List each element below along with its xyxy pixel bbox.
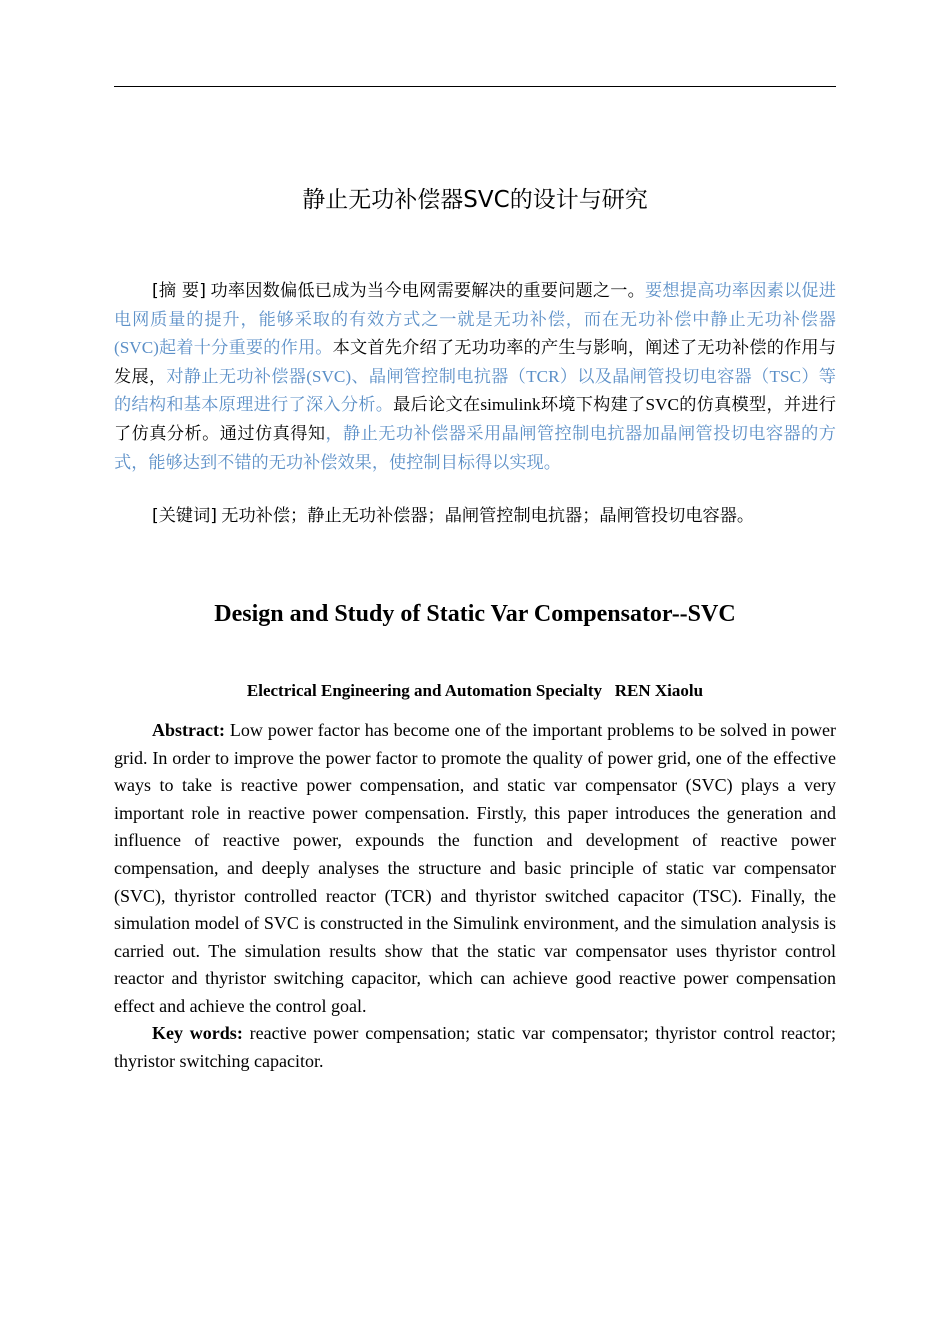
chinese-abstract-segment-1: 功率因数偏低已成为当今电网需要解决的重要问题之一。 [206,281,646,300]
english-abstract-label: Abstract: [152,720,225,740]
chinese-abstract-segment-3: 本文首先介绍了无功功率的产生与影响，阐述了无功补偿的作用与发展， [114,338,836,386]
chinese-abstract-highlight-1: 要想提高功率因素以促进电网质量的提升，能够采取的有效方式之一就是无功补偿，而在无功补偿中静止无功补偿器(SVC)起着十分重要的作用。 [114,281,836,358]
header-rule [114,86,836,87]
english-abstract [114,717,836,1021]
english-keywords-label: Key words: [152,1023,243,1043]
english-keywords [114,1020,836,1075]
chinese-abstract-segment-5: 最后论文在simulink环境下构建了SVC的仿真模型，并进行了仿真分析。通过仿真得知 [114,395,836,443]
chinese-title: 静止无功补偿器SVC的设计与研究 [302,187,648,213]
chinese-abstract-label: [摘 要] [152,281,207,301]
chinese-keywords [114,502,836,530]
english-abstract-text: Low power factor has become one of the important problems to be solved in power grid. In order to improve the power factor to promote the quality of power grid, one of the effective ways to take is reactive power compensation, and static var compensator (SVC) plays a very important role in reactive power compensation. Firstly, this paper introduces the generation and influence of reactive power, expounds the function and development of reactive power compensation, and deeply analyses the structure and basic principle of static var compensator (SVC), thyristor controlled reactor (TCR) and thyristor switched capacitor (TSC). Finally, the simulation model of SVC is constructed in the Simulink environment, and the simulation analysis is carried out. The simulation results show that the static var compensator uses thyristor control reactor and thyristor switching capacitor, which can achieve good reactive power compensation effect and achieve the control goal. [114,720,836,1016]
english-title: Design and Study of Static Var Compensator--SVC [214,601,736,627]
chinese-keywords-text: 无功补偿；静止无功补偿器；晶闸管控制电抗器；晶闸管投切电容器。 [216,506,755,525]
chinese-keywords-label: [关键词] [152,506,217,526]
chinese-abstract [114,277,836,477]
chinese-abstract-highlight-2: 对静止无功补偿器(SVC)、晶闸管控制电抗器（TCR）以及晶闸管投切电容器（TSC）等的结构和基本原理进行了深入分析。 [114,366,836,415]
english-keywords-text: reactive power compensation; static var compensator; thyristor control reactor; thyristor switching capacitor. [114,1023,836,1071]
english-author-line: Electrical Engineering and Automation Specialty REN Xiaolu [246,681,704,700]
chinese-abstract-highlight-3: ，静止无功补偿器采用晶闸管控制电抗器加晶闸管投切电容器的方式，能够达到不错的无功补偿效果，使控制目标得以实现。 [114,423,836,472]
